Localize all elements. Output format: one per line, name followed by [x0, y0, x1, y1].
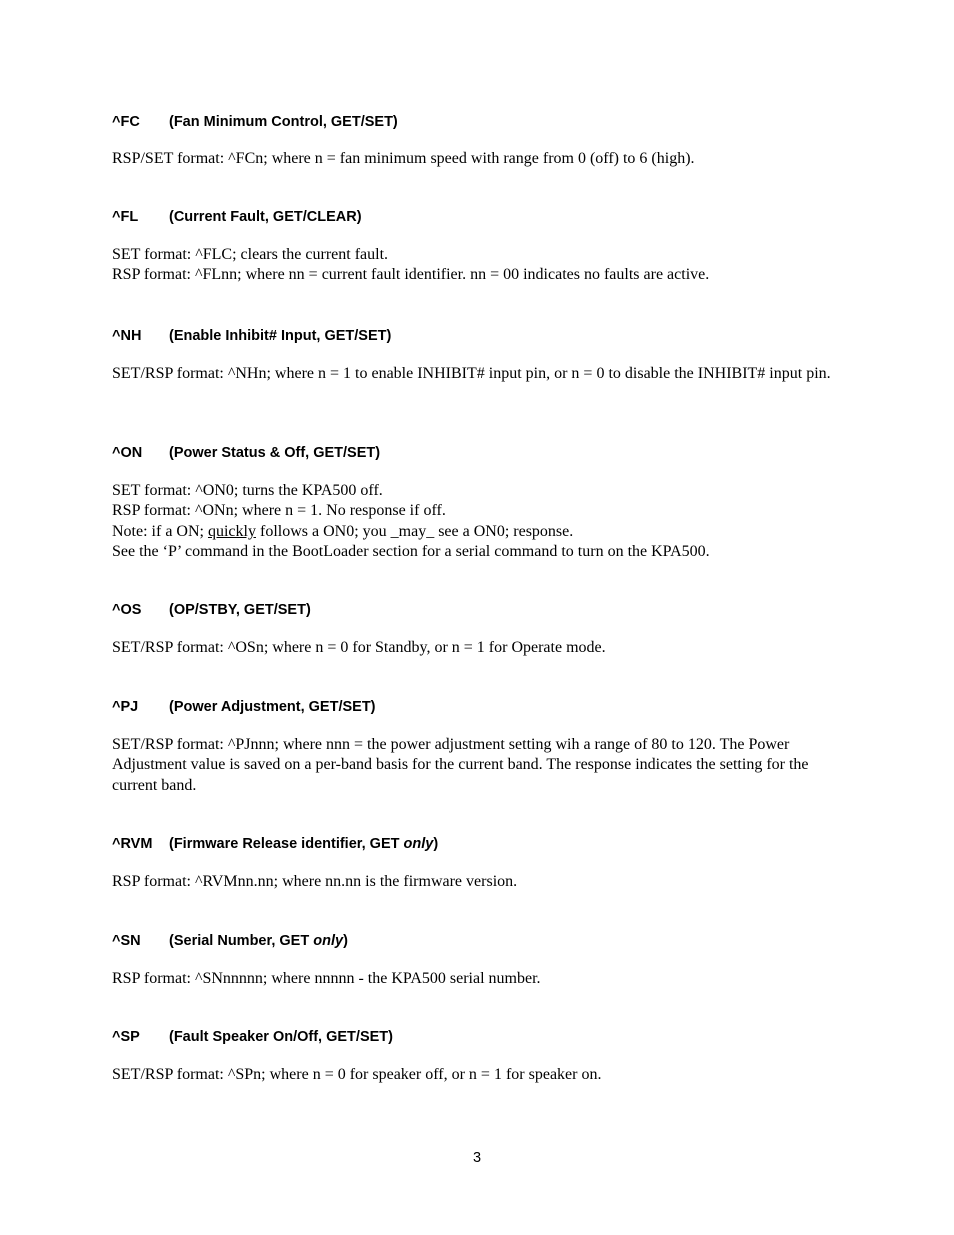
- note-line: [112, 522, 844, 542]
- command-code: ^PJ: [112, 699, 139, 715]
- command-description-sn: [112, 969, 844, 989]
- command-heading-fl: [112, 208, 362, 226]
- command-code: ^SP: [112, 1029, 140, 1045]
- command-code: ^FL: [112, 209, 139, 225]
- page-number: 3: [472, 1150, 482, 1166]
- command-description-os: [112, 638, 844, 658]
- command-title-suffix: ): [433, 836, 439, 852]
- command-code: ^ON: [112, 445, 143, 461]
- command-title-prefix: (Serial Number, GET: [169, 933, 314, 949]
- command-title-emphasis: only: [403, 836, 434, 852]
- command-title: (Current Fault, GET/CLEAR): [169, 209, 362, 225]
- command-description-on: [112, 481, 844, 563]
- command-title: (Enable Inhibit# Input, GET/SET): [169, 328, 392, 344]
- description-line: RSP/SET format: ^FCn; where n = fan minimum speed with range from 0 (off) to 6 (high).: [112, 150, 695, 167]
- command-description-nh: [112, 364, 844, 384]
- command-title: (Power Status & Off, GET/SET): [169, 445, 381, 461]
- command-code: ^RVM: [112, 836, 153, 852]
- description-paragraph: SET/RSP format: ^NHn; where n = 1 to enable INHIBIT# input pin, or n = 0 to disable the INHIBIT# input pin.: [112, 365, 831, 382]
- command-heading-pj: [112, 698, 376, 716]
- command-description-fl: [112, 245, 844, 286]
- description-line: RSP format: ^RVMnn.nn; where nn.nn is the firmware version.: [112, 873, 518, 890]
- command-heading-fc: [112, 113, 398, 131]
- description-line: RSP format: ^FLnn; where nn = current fault identifier. nn = 00 indicates no faults are active.: [112, 266, 710, 284]
- command-description-rvm: [112, 872, 844, 892]
- command-heading-os: [112, 601, 311, 619]
- description-line: See the ‘P’ command in the BootLoader section for a serial command to turn on the KPA500.: [112, 543, 710, 561]
- description-line: RSP format: ^SNnnnnn; where nnnnn - the KPA500 serial number.: [112, 970, 541, 987]
- command-heading-sn: [112, 932, 348, 950]
- command-code: ^FC: [112, 114, 140, 130]
- command-title-suffix: ): [343, 933, 348, 949]
- description-line: SET/RSP format: ^SPn; where n = 0 for speaker off, or n = 1 for speaker on.: [112, 1066, 602, 1083]
- command-heading-rvm: [112, 835, 438, 853]
- command-code: ^OS: [112, 602, 142, 618]
- command-heading-on: [112, 444, 380, 462]
- command-code: ^NH: [112, 328, 142, 344]
- command-heading-nh: [112, 327, 391, 345]
- note-underlined-word: quickly: [207, 522, 256, 540]
- command-title: (Power Adjustment, GET/SET): [169, 699, 376, 715]
- description-paragraph: SET/RSP format: ^PJnnn; where nnn = the power adjustment setting wih a range of 80 to 120. The Power Adjustment value is saved on a per-band basis for the current band. The response indicates the setting for the current band.: [112, 736, 809, 794]
- description-line: SET format: ^FLC; clears the current fault.: [112, 246, 389, 263]
- command-description-fc: [112, 149, 844, 169]
- command-title: (Fan Minimum Control, GET/SET): [169, 114, 398, 130]
- command-title: (Fault Speaker On/Off, GET/SET): [169, 1029, 393, 1045]
- command-description-sp: [112, 1065, 844, 1085]
- command-heading-sp: [112, 1028, 393, 1046]
- description-line: RSP format: ^ONn; where n = 1. No response if off.: [112, 502, 446, 520]
- note-prefix: Note: if a ON;: [112, 522, 208, 540]
- note-suffix: follows a ON0; you _may_ see a ON0; response.: [255, 522, 574, 540]
- command-description-pj: [112, 735, 844, 796]
- command-title: (OP/STBY, GET/SET): [169, 602, 311, 618]
- command-title-prefix: (Firmware Release identifier, GET: [169, 836, 404, 852]
- command-title-emphasis: only: [313, 933, 344, 949]
- description-line: SET/RSP format: ^OSn; where n = 0 for Standby, or n = 1 for Operate mode.: [112, 639, 606, 656]
- description-line: SET format: ^ON0; turns the KPA500 off.: [112, 482, 383, 499]
- command-code: ^SN: [112, 933, 141, 949]
